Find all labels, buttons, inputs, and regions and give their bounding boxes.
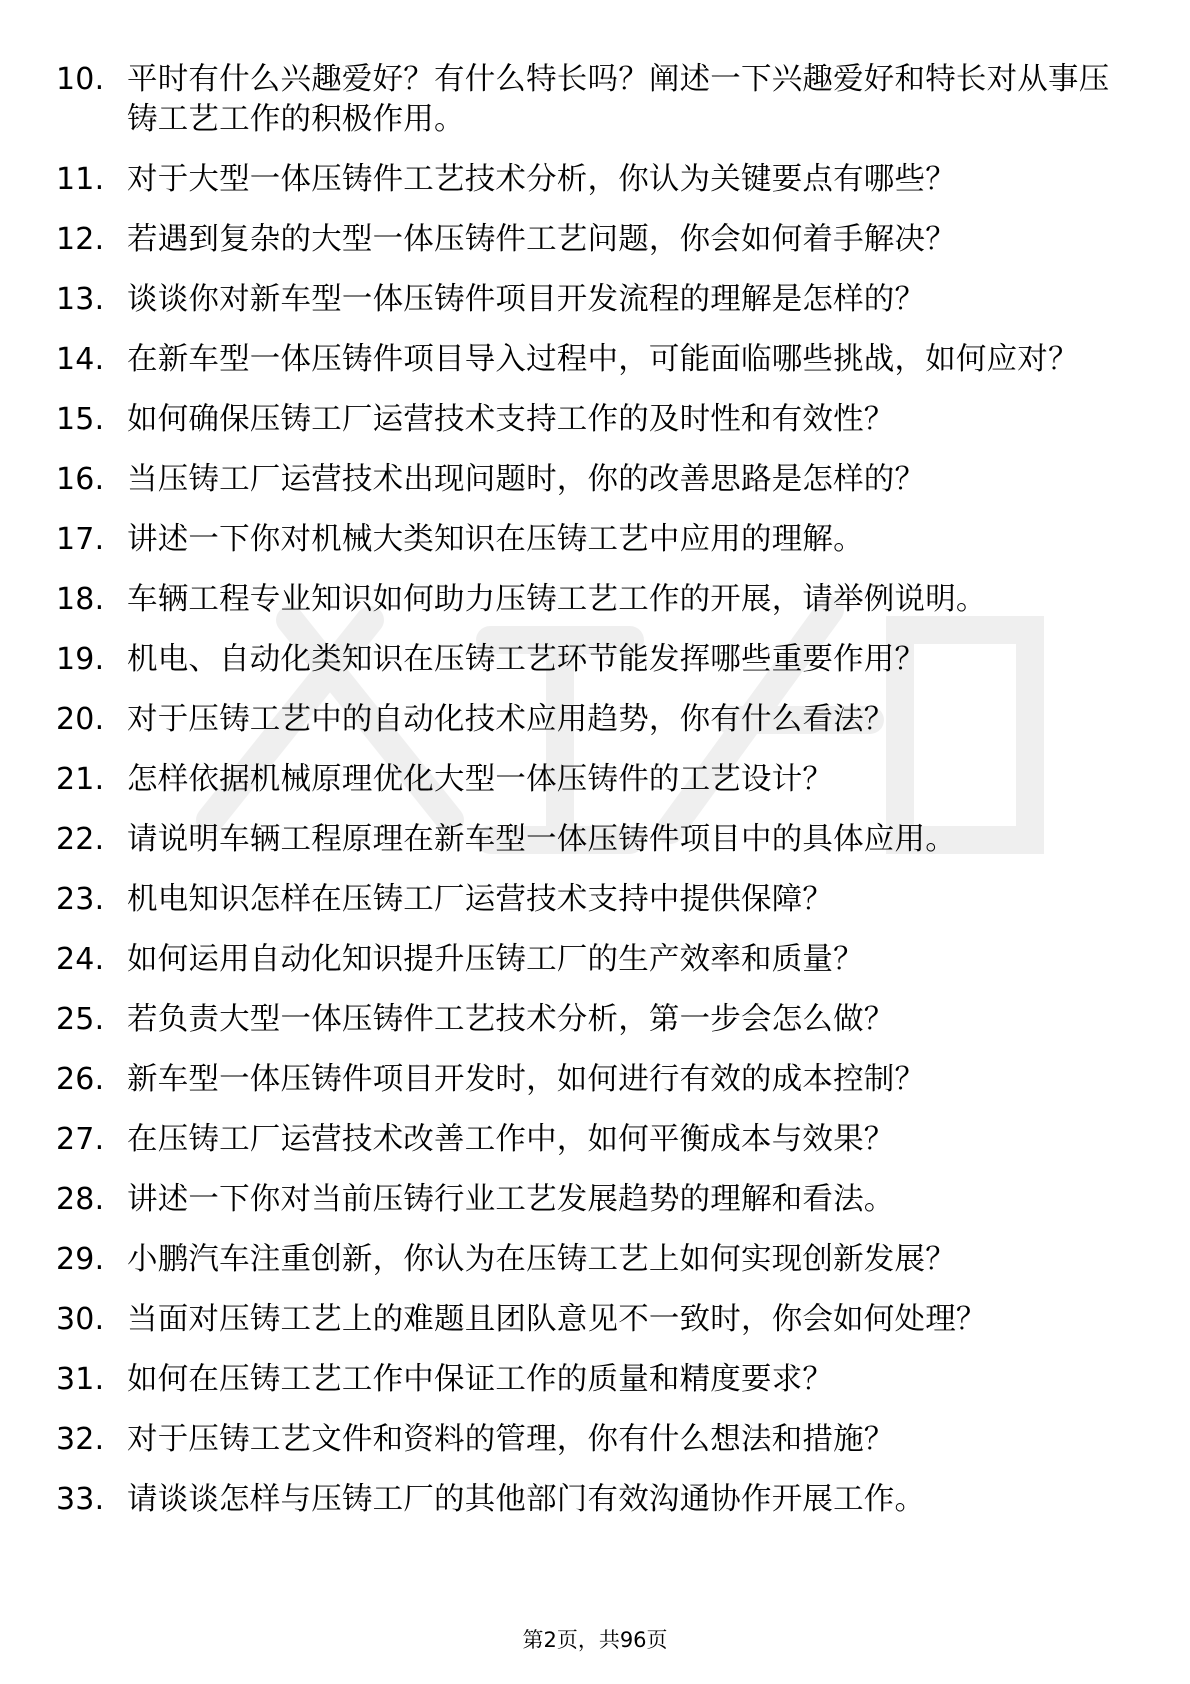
question-number: 12. [56, 222, 105, 257]
question-item [0, 940, 1190, 980]
question-item [0, 880, 1190, 920]
question-number: 33. [56, 1482, 105, 1517]
question-item [0, 1480, 1190, 1520]
question-text: 怎样依据机械原理优化大型一体压铸件的工艺设计？ [127, 762, 834, 797]
question-number: 21. [56, 762, 105, 797]
question-text: 谈谈你对新车型一体压铸件项目开发流程的理解是怎样的？ [127, 282, 926, 317]
question-number: 17. [56, 522, 105, 557]
question-text: 当压铸工厂运营技术出现问题时，你的改善思路是怎样的？ [127, 462, 926, 497]
question-number: 31. [56, 1362, 105, 1397]
question-number: 19. [56, 642, 105, 677]
question-number: 14. [56, 342, 105, 377]
question-text: 讲述一下你对当前压铸行业工艺发展趋势的理解和看法。 [127, 1182, 895, 1217]
question-number: 32. [56, 1422, 105, 1457]
question-text: 平时有什么兴趣爱好？有什么特长吗？阐述一下兴趣爱好和特长对从事压铸工艺工作的积极作用。 [127, 62, 1110, 137]
question-text: 在新车型一体压铸件项目导入过程中，可能面临哪些挑战，如何应对？ [127, 342, 1079, 377]
question-text: 如何在压铸工艺工作中保证工作的质量和精度要求？ [127, 1362, 834, 1397]
question-number: 20. [56, 702, 105, 737]
question-number: 13. [56, 282, 105, 317]
question-item [0, 60, 1190, 140]
question-item [0, 700, 1190, 740]
question-item [0, 1240, 1190, 1280]
question-text: 对于大型一体压铸件工艺技术分析，你认为关键要点有哪些？ [127, 162, 956, 197]
question-number: 28. [56, 1182, 105, 1217]
question-number: 26. [56, 1062, 105, 1097]
question-text: 机电知识怎样在压铸工厂运营技术支持中提供保障？ [127, 882, 834, 917]
question-number: 23. [56, 882, 105, 917]
question-item [0, 1060, 1190, 1100]
question-number: 27. [56, 1122, 105, 1157]
question-text: 如何确保压铸工厂运营技术支持工作的及时性和有效性？ [127, 402, 895, 437]
question-item [0, 1000, 1190, 1040]
question-text: 在压铸工厂运营技术改善工作中，如何平衡成本与效果？ [127, 1122, 895, 1157]
question-number: 24. [56, 942, 105, 977]
question-text: 车辆工程专业知识如何助力压铸工艺工作的开展，请举例说明。 [127, 582, 987, 617]
question-text: 新车型一体压铸件项目开发时，如何进行有效的成本控制？ [127, 1062, 926, 1097]
question-item [0, 640, 1190, 680]
question-number: 29. [56, 1242, 105, 1277]
question-item [0, 1120, 1190, 1160]
question-text: 请说明车辆工程原理在新车型一体压铸件项目中的具体应用。 [127, 822, 956, 857]
question-text: 请谈谈怎样与压铸工厂的其他部门有效沟通协作开展工作。 [127, 1482, 926, 1517]
question-number: 15. [56, 402, 105, 437]
question-text: 若负责大型一体压铸件工艺技术分析，第一步会怎么做？ [127, 1002, 895, 1037]
question-text: 对于压铸工艺中的自动化技术应用趋势，你有什么看法？ [127, 702, 895, 737]
question-item [0, 220, 1190, 260]
question-number: 16. [56, 462, 105, 497]
question-text: 讲述一下你对机械大类知识在压铸工艺中应用的理解。 [127, 522, 864, 557]
question-text: 机电、自动化类知识在压铸工艺环节能发挥哪些重要作用？ [127, 642, 926, 677]
question-item [0, 760, 1190, 800]
question-item [0, 1360, 1190, 1400]
question-text: 当面对压铸工艺上的难题且团队意见不一致时，你会如何处理？ [127, 1302, 987, 1337]
question-number: 11. [56, 162, 105, 197]
question-number: 10. [56, 62, 105, 97]
question-number: 22. [56, 822, 105, 857]
question-item [0, 1180, 1190, 1220]
page-number-label: 第2页，共96页 [522, 1628, 668, 1652]
question-number: 25. [56, 1002, 105, 1037]
question-number: 30. [56, 1302, 105, 1337]
question-item [0, 460, 1190, 500]
question-text: 对于压铸工艺文件和资料的管理，你有什么想法和措施？ [127, 1422, 895, 1457]
question-item [0, 340, 1190, 380]
question-item [0, 820, 1190, 860]
question-item [0, 1420, 1190, 1460]
question-item [0, 520, 1190, 560]
page-footer [0, 1626, 1190, 1654]
question-item [0, 160, 1190, 200]
question-item [0, 580, 1190, 620]
question-text: 小鹏汽车注重创新，你认为在压铸工艺上如何实现创新发展？ [127, 1242, 956, 1277]
question-item [0, 1300, 1190, 1340]
question-list [0, 60, 1190, 1540]
question-text: 如何运用自动化知识提升压铸工厂的生产效率和质量？ [127, 942, 864, 977]
question-item [0, 280, 1190, 320]
question-item [0, 400, 1190, 440]
question-text: 若遇到复杂的大型一体压铸件工艺问题，你会如何着手解决？ [127, 222, 956, 257]
question-number: 18. [56, 582, 105, 617]
